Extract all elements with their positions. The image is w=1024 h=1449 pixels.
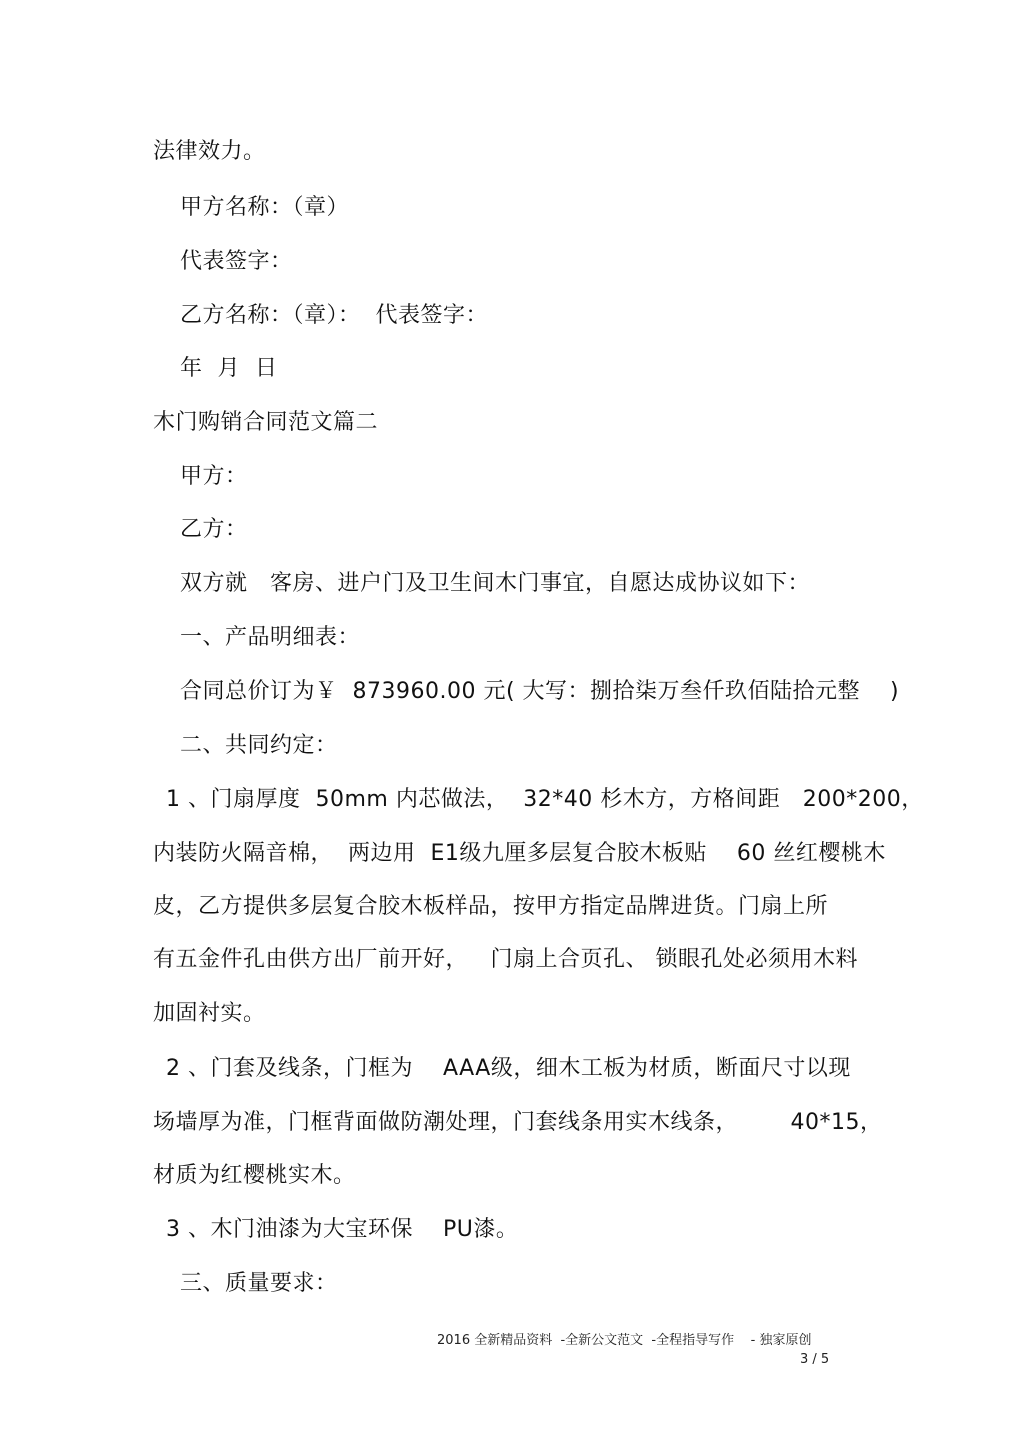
body-line: 1 、门扇厚度 50mm 内芯做法， 32*40 杉木方，方格间距 200*200， <box>166 787 924 812</box>
body-line: 有五金件孔由供方出厂前开好， 门扇上合页孔、 锁眼孔处必须用木料 <box>153 947 858 972</box>
body-line: 3 、木门油漆为大宝环保 PU漆。 <box>166 1217 519 1242</box>
body-line: 三、质量要求： <box>180 1271 338 1296</box>
body-line: 合同总价订为￥ 873960.00 元( 大写：捌拾柒万叁仟玖佰陆拾元整 ) <box>180 679 900 704</box>
body-line: 代表签字： <box>180 249 293 274</box>
footer-text: 2016 全新精品资料 -全新公文范文 -全程指导写作 - 独家原创 <box>437 1333 812 1348</box>
body-line: 乙方： <box>180 517 248 542</box>
section-heading: 木门购销合同范文篇二 <box>153 410 379 435</box>
body-line: 2 、门套及线条，门框为 AAA级，细木工板为材质，断面尺寸以现 <box>166 1056 851 1081</box>
page-number: 3 / 5 <box>800 1352 830 1367</box>
body-line: 年 月 日 <box>180 356 278 381</box>
body-line: 加固衬实。 <box>153 1001 266 1026</box>
body-line: 一、产品明细表： <box>180 625 361 650</box>
body-line: 甲方名称：（章） <box>180 195 350 220</box>
body-line: 场墙厚为准，门框背面做防潮处理，门套线条用实木线条， 40*15， <box>153 1110 883 1135</box>
body-line: 材质为红樱桃实木。 <box>153 1163 356 1188</box>
body-line: 二、共同约定： <box>180 733 338 758</box>
body-line: 皮，乙方提供多层复合胶木板样品，按甲方指定品牌进货。门扇上所 <box>153 894 829 919</box>
body-line: 内装防火隔音棉， 两边用 E1级九厘多层复合胶木板贴 60 丝红樱桃木 <box>153 841 886 866</box>
body-line: 法律效力。 <box>153 139 266 164</box>
body-line: 甲方： <box>180 464 248 489</box>
body-line: 乙方名称：（章）： 代表签字： <box>180 303 488 328</box>
body-line: 双方就 客房、进户门及卫生间木门事宜，自愿达成协议如下： <box>180 571 810 596</box>
